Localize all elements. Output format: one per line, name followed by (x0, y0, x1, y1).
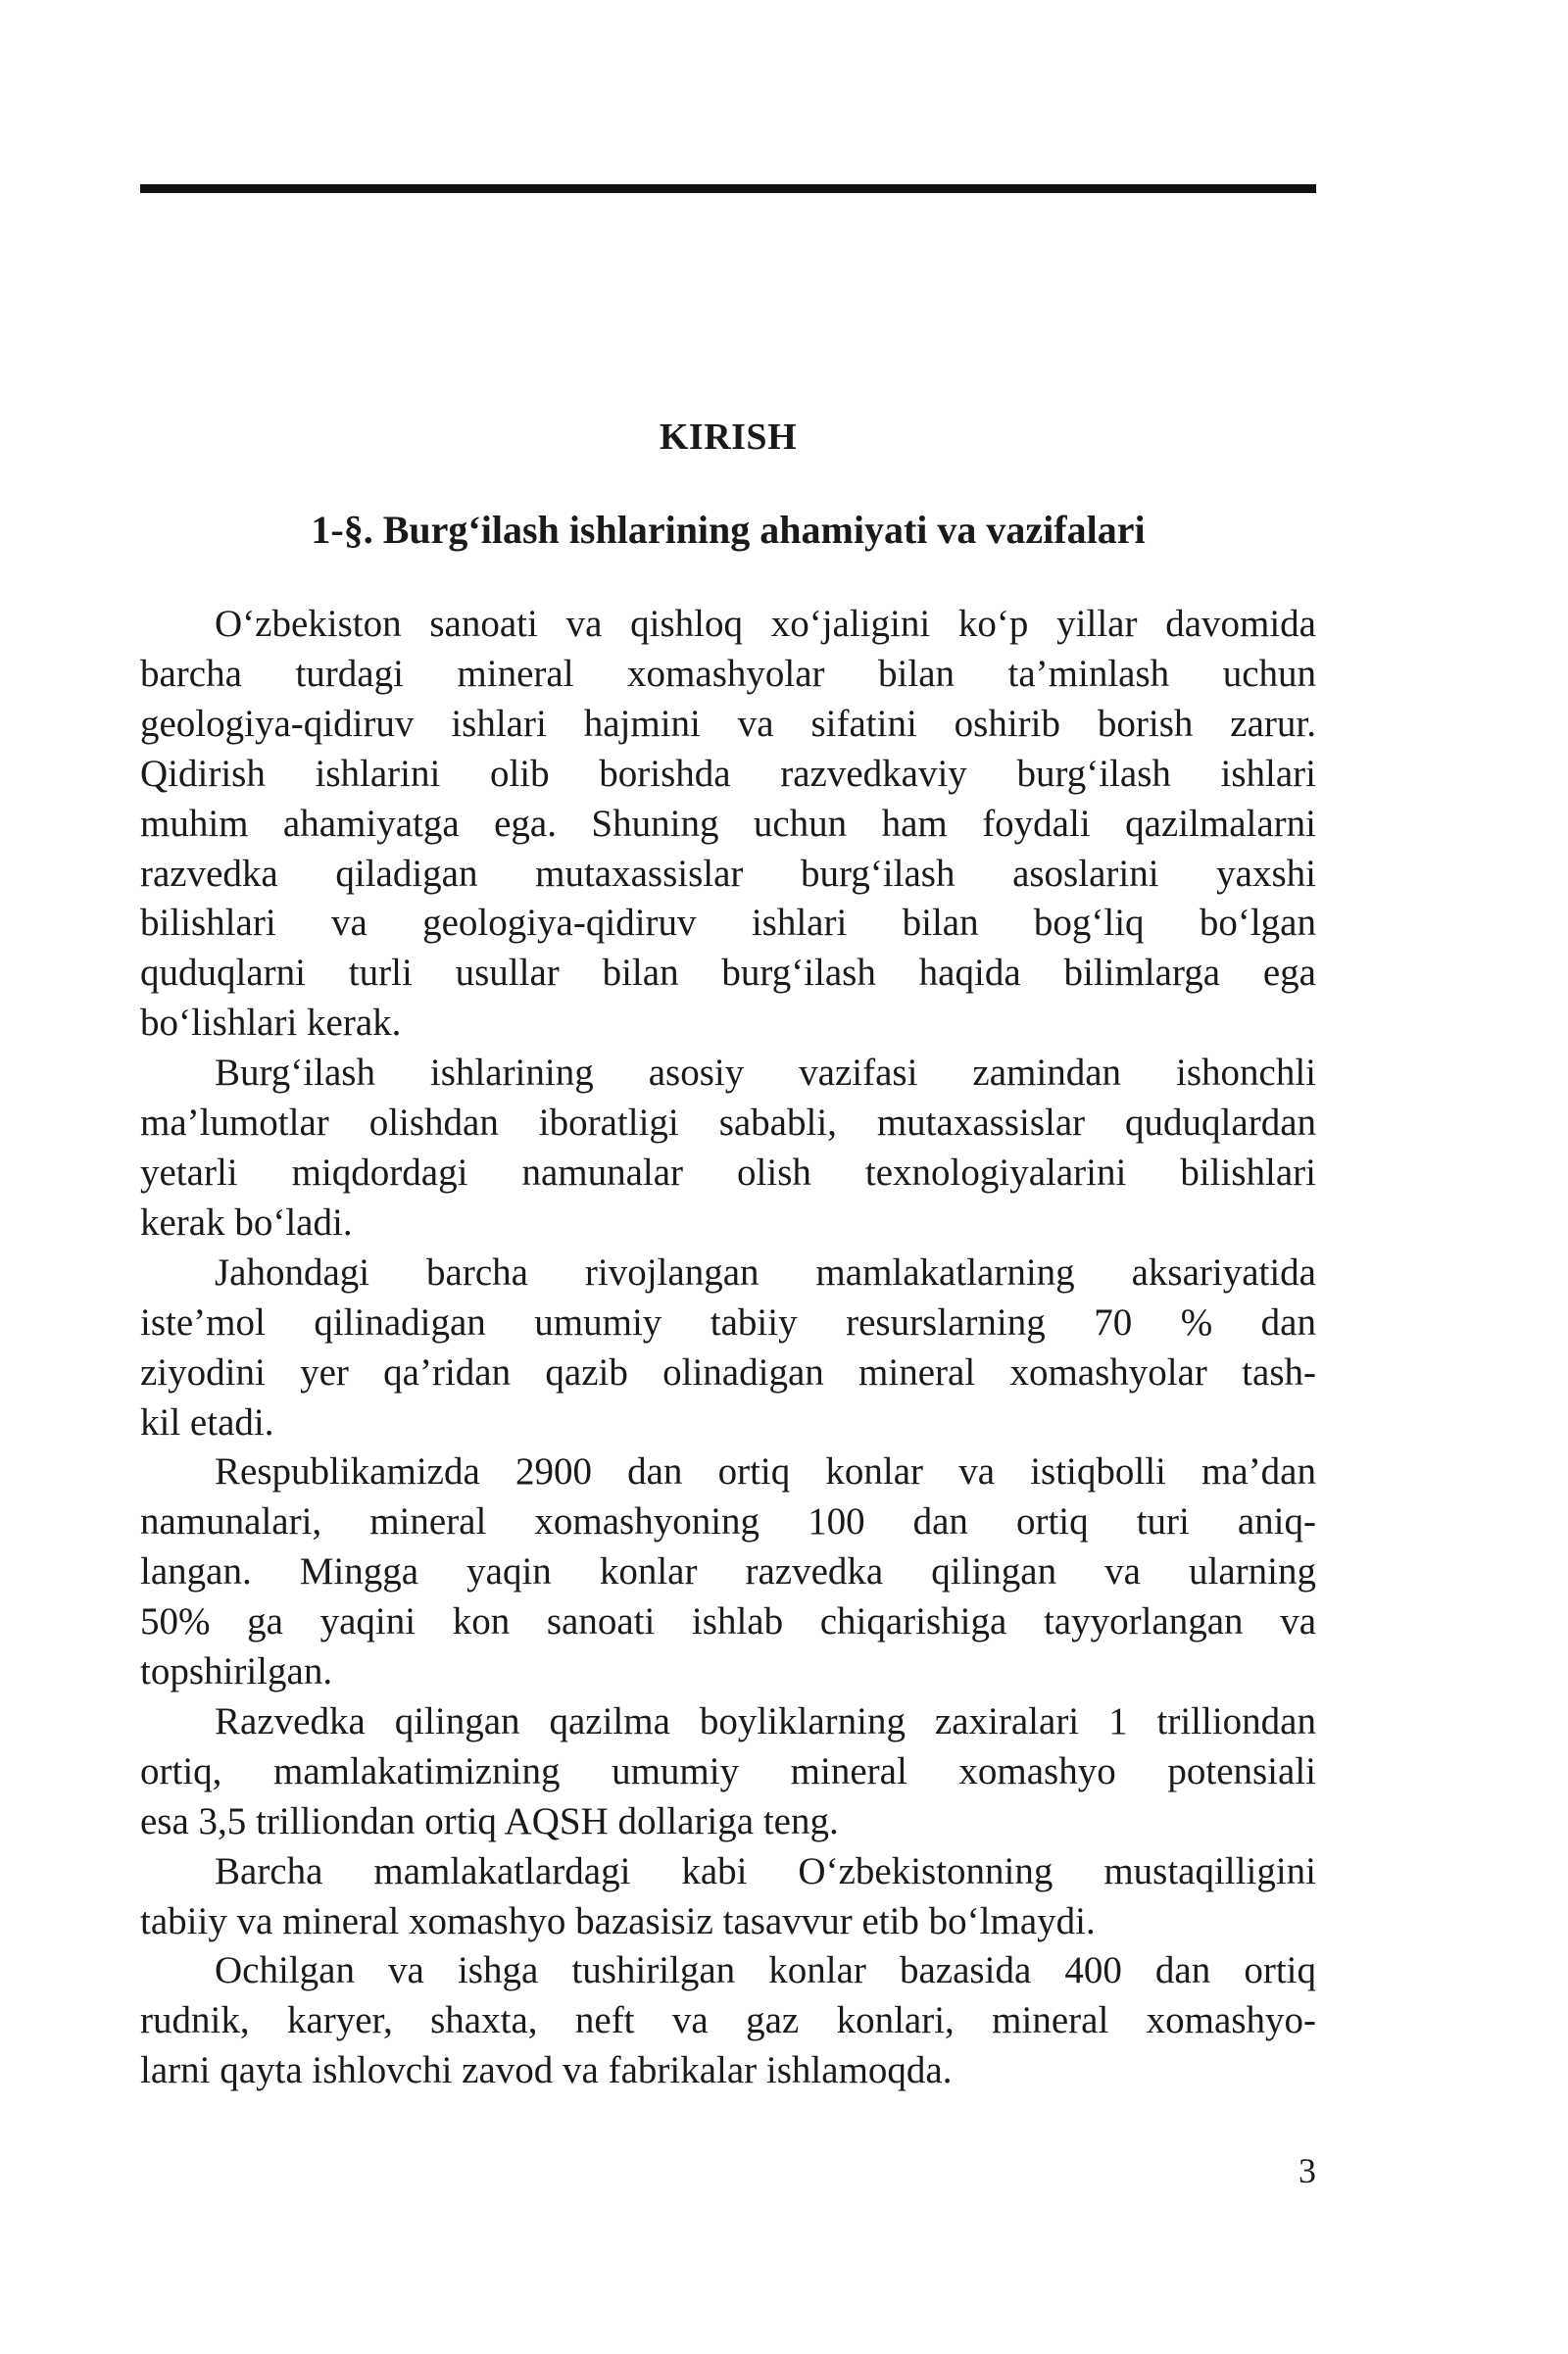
text-line: rudnik, karyer, shaxta, neft va gaz konlari, mineral xomashyo- (140, 1999, 1316, 2042)
section-title: 1-§. Burg‘ilash ishlarining ahamiyati va vazifalari (311, 508, 1146, 552)
text-line: topshirilgan. (140, 1650, 333, 1693)
text-line: esa 3,5 trilliondan ortiq AQSH dollariga teng. (140, 1799, 839, 1842)
paragraph (140, 1946, 1316, 2096)
text-line: ortiq, mamlakatimizning umumiy mineral xomashyo potensiali (140, 1749, 1316, 1792)
text-line: Burg‘ilash ishlarining asosiy vazifasi zamindan ishonchli (215, 1052, 1316, 1095)
chapter-title: KIRISH (659, 417, 798, 458)
text-line: langan. Mingga yaqin konlar razvedka qilingan va ularning (140, 1550, 1316, 1594)
page-number: 3 (1298, 2151, 1316, 2190)
text-line: bo‘lishlari kerak. (140, 1002, 402, 1045)
text-line: Qidirish ishlarini olib borishda razvedkaviy burg‘ilash ishlari (140, 752, 1316, 795)
text-line: larni qayta ishlovchi zavod va fabrikalar ishlamoqda. (140, 2049, 953, 2092)
paragraph (140, 1249, 1316, 1448)
paragraph (140, 1447, 1316, 1697)
text-line: muhim ahamiyatga ega. Shuning uchun ham foydali qazilmalarni (140, 802, 1316, 845)
paragraph (140, 1847, 1316, 1947)
body-text (140, 600, 1316, 2096)
text-line: iste’mol qilinadigan umumiy tabiiy resurslarning 70 % dan (140, 1300, 1316, 1344)
paragraph (140, 1049, 1316, 1249)
text-line: Respublikamizda 2900 dan ortiq konlar va istiqbolli ma’dan (215, 1450, 1316, 1494)
text-line: geologiya-qidiruv ishlari hajmini va sifatini oshirib borish zarur. (140, 702, 1316, 745)
text-line: kil etadi. (140, 1400, 274, 1444)
text-line: Jahondagi barcha rivojlangan mamlakatlarning aksariyatida (215, 1251, 1316, 1294)
text-line: Ochilgan va ishga tushirilgan konlar bazasida 400 dan ortiq (215, 1949, 1316, 1992)
text-line: quduqlarni turli usullar bilan burg‘ilash haqida bilimlarga ega (140, 952, 1316, 995)
text-line: tabiiy va mineral xomashyo bazasisiz tasavvur etib bo‘lmaydi. (140, 1899, 1096, 1942)
text-line: yetarli miqdordagi namunalar olish texnologiyalarini bilishlari (140, 1151, 1316, 1194)
text-line: ma’lumotlar olishdan iboratligi sababli, mutaxassislar quduqlardan (140, 1102, 1316, 1145)
text-line: O‘zbekiston sanoati va qishloq xo‘jaligini ko‘p yillar davomida (215, 603, 1316, 645)
text-line: bilishlari va geologiya-qidiruv ishlari bilan bog‘liq bo‘lgan (140, 902, 1316, 945)
header-rule (140, 184, 1316, 193)
text-line: razvedka qiladigan mutaxassislar burg‘ilash asoslarini yaxshi (140, 852, 1316, 895)
text-line: barcha turdagi mineral xomashyolar bilan ta’minlash uchun (140, 652, 1316, 695)
text-line: kerak bo‘ladi. (140, 1201, 353, 1244)
paragraph (140, 600, 1316, 1049)
text-line: namunalari, mineral xomashyoning 100 dan ortiq turi aniq- (140, 1500, 1316, 1544)
text-line: ziyodini yer qa’ridan qazib olinadigan mineral xomashyolar tash- (140, 1350, 1316, 1394)
paragraph (140, 1697, 1316, 1847)
text-line: 50% ga yaqini kon sanoati ishlab chiqarishiga tayyorlangan va (140, 1600, 1316, 1643)
text-line: Razvedka qilingan qazilma boyliklarning zaxiralari 1 trilliondan (215, 1699, 1316, 1742)
text-line: Barcha mamlakatlardagi kabi O‘zbekistonning mustaqilligini (215, 1849, 1316, 1892)
